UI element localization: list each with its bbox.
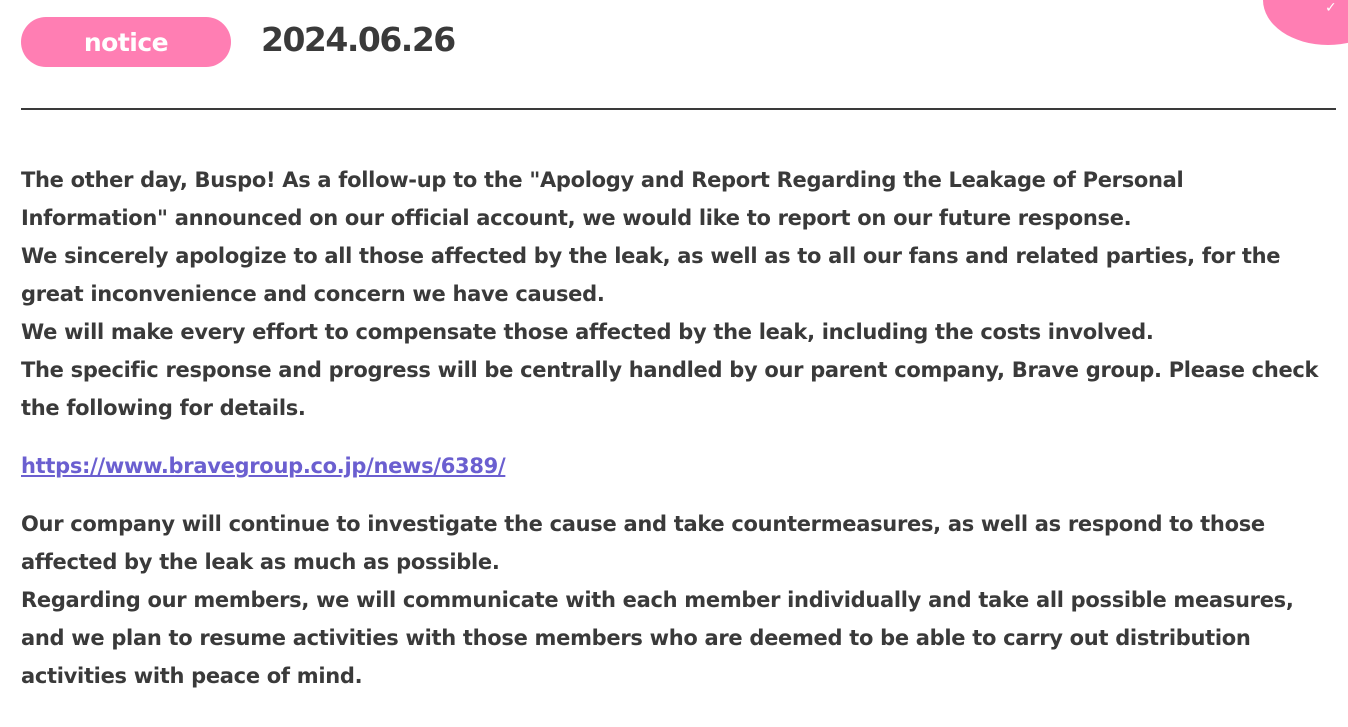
news-link[interactable]: https://www.bravegroup.co.jp/news/6389/ [21,454,506,478]
paragraph: The specific response and progress will be centrally handled by our parent company, Brave group. Please check the following for details. [21,358,1319,420]
paragraph: We will make every effort to compensate those affected by the leak, including the costs involved. [21,320,1154,344]
corner-menu-button[interactable] [1263,0,1348,45]
link-paragraph [21,447,1331,485]
article-header [21,17,455,67]
chevron-icon: ✓ [1325,0,1337,16]
paragraph: Our company will continue to investigate the cause and take countermeasures, as well as respond to those affected by the leak as much as possible. [21,512,1265,574]
category-badge: notice [21,17,231,67]
article-body [21,161,1331,695]
header-divider [21,108,1336,110]
publish-date: 2024.06.26 [261,19,455,59]
paragraph: Regarding our members, we will communicate with each member individually and take all possible measures, and we plan to resume activities with those members who are deemed to be able to carry out distribution activities with peace of mind. [21,588,1294,688]
paragraph: The other day, Buspo! As a follow-up to the "Apology and Report Regarding the Leakage of Personal Information" announced on our official account, we would like to report on our future response. [21,168,1184,230]
paragraph: We sincerely apologize to all those affected by the leak, as well as to all our fans and related parties, for the great inconvenience and concern we have caused. [21,244,1281,306]
